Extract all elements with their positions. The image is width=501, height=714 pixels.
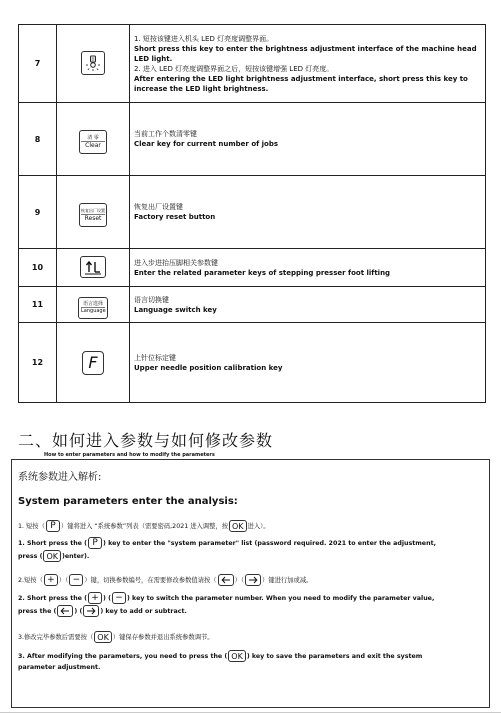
row-description: 上针位标定键 Upper needle position calibration key <box>130 323 486 403</box>
f-key-icon: F <box>82 351 104 375</box>
row-description: 1. 短按该键进入机头 LED 灯亮度调整界面。 Short press this key to enter the brightness adjustment interface of the machine head LED light. 2. 进入 LED 灯亮度调整界面之后，短按该键增强 LED 灯亮度。 After entering the LED light brightness adjustment interface, short press this key to increase the LED light brightness. <box>130 25 486 103</box>
table-row <box>19 287 486 323</box>
key-function-table <box>18 24 486 403</box>
table-row <box>19 176 486 249</box>
table-row <box>19 25 486 103</box>
p-key-icon: P <box>88 537 102 549</box>
table-row <box>19 323 486 403</box>
p-key-icon: P <box>46 520 60 532</box>
row-number: 9 <box>19 176 57 249</box>
led-lamp-icon <box>81 51 105 75</box>
step-2-en: 2. Short press the ( + ) ( − ) key to switch the parameter number. When you need to modify the parameter value, <box>18 592 435 603</box>
language-key-icon: 语言选择 Language <box>78 297 108 319</box>
ok-key-icon: OK <box>43 550 61 562</box>
row-description: 进入步进抬压脚相关参数键 Enter the related parameter keys of stepping presser foot lifting <box>130 249 486 287</box>
step-3-en-cont: parameter adjustment. <box>18 664 101 671</box>
page-divider <box>0 712 501 713</box>
plus-key-icon: + <box>44 574 58 586</box>
step-1-en: 1. Short press the ( P ) key to enter the "system parameter" list (password required. 2021 to enter the adjustment, <box>18 537 436 548</box>
table-row <box>19 103 486 176</box>
step-2-zh: 2.短按（ + ）（ − ）键，切换参数编号，在需要修改参数值请按（ ）（ ）键进行加或减。 <box>18 574 313 585</box>
row-number: 11 <box>19 287 57 323</box>
row-description: 当前工作个数清零键 Clear key for current number of jobs <box>130 103 486 176</box>
row-description: 语言切换键 Language switch key <box>130 287 486 323</box>
minus-key-icon: − <box>112 592 126 604</box>
step-1-en-cont: press ( OK )enter). <box>18 551 90 561</box>
system-parameter-box <box>11 459 490 708</box>
plus-key-icon: + <box>88 592 102 604</box>
reset-key-icon: 恢复出厂设置 Reset <box>79 203 107 227</box>
step-2-en-cont: press the ( ) ( ) key to add or subtract. <box>18 605 187 617</box>
row-number: 7 <box>19 25 57 103</box>
step-3-en: 3. After modifying the parameters, you need to press the ( OK ) key to save the parameters and exit the system <box>18 651 423 661</box>
clear-key-icon: 清 零 Clear <box>79 130 107 154</box>
row-number: 10 <box>19 249 57 287</box>
right-arrow-key-icon <box>245 574 261 586</box>
row-number: 8 <box>19 103 57 176</box>
right-arrow-key-icon <box>83 605 99 617</box>
param-box-subheading: System parameters enter the analysis: <box>18 496 238 507</box>
ok-key-icon: OK <box>94 631 112 643</box>
left-arrow-key-icon <box>57 605 73 617</box>
section-title: 二、如何进入参数与如何修改参数 <box>18 431 274 450</box>
param-box-heading: 系统参数进入解析: <box>18 472 102 483</box>
section-subtitle: How to enter parameters and how to modify the parameters <box>44 452 215 458</box>
row-number: 12 <box>19 323 57 403</box>
ok-key-icon: OK <box>229 520 247 532</box>
left-arrow-key-icon <box>218 574 234 586</box>
table-row <box>19 249 486 287</box>
minus-key-icon: − <box>69 574 83 586</box>
ok-key-icon: OK <box>228 650 246 662</box>
step-3-zh: 3.修改完毕参数后需要按（ OK ）键保存参数并退出系统参数调节。 <box>18 632 214 642</box>
row-description: 恢复出厂设置键 Factory reset button <box>130 176 486 249</box>
step-1-zh: 1. 短按（ P ）键将进入 “系统参数”列表（需要密码,2021 进入调整，按 OK 进入）。 <box>18 520 270 531</box>
presser-foot-lift-icon <box>80 256 106 278</box>
